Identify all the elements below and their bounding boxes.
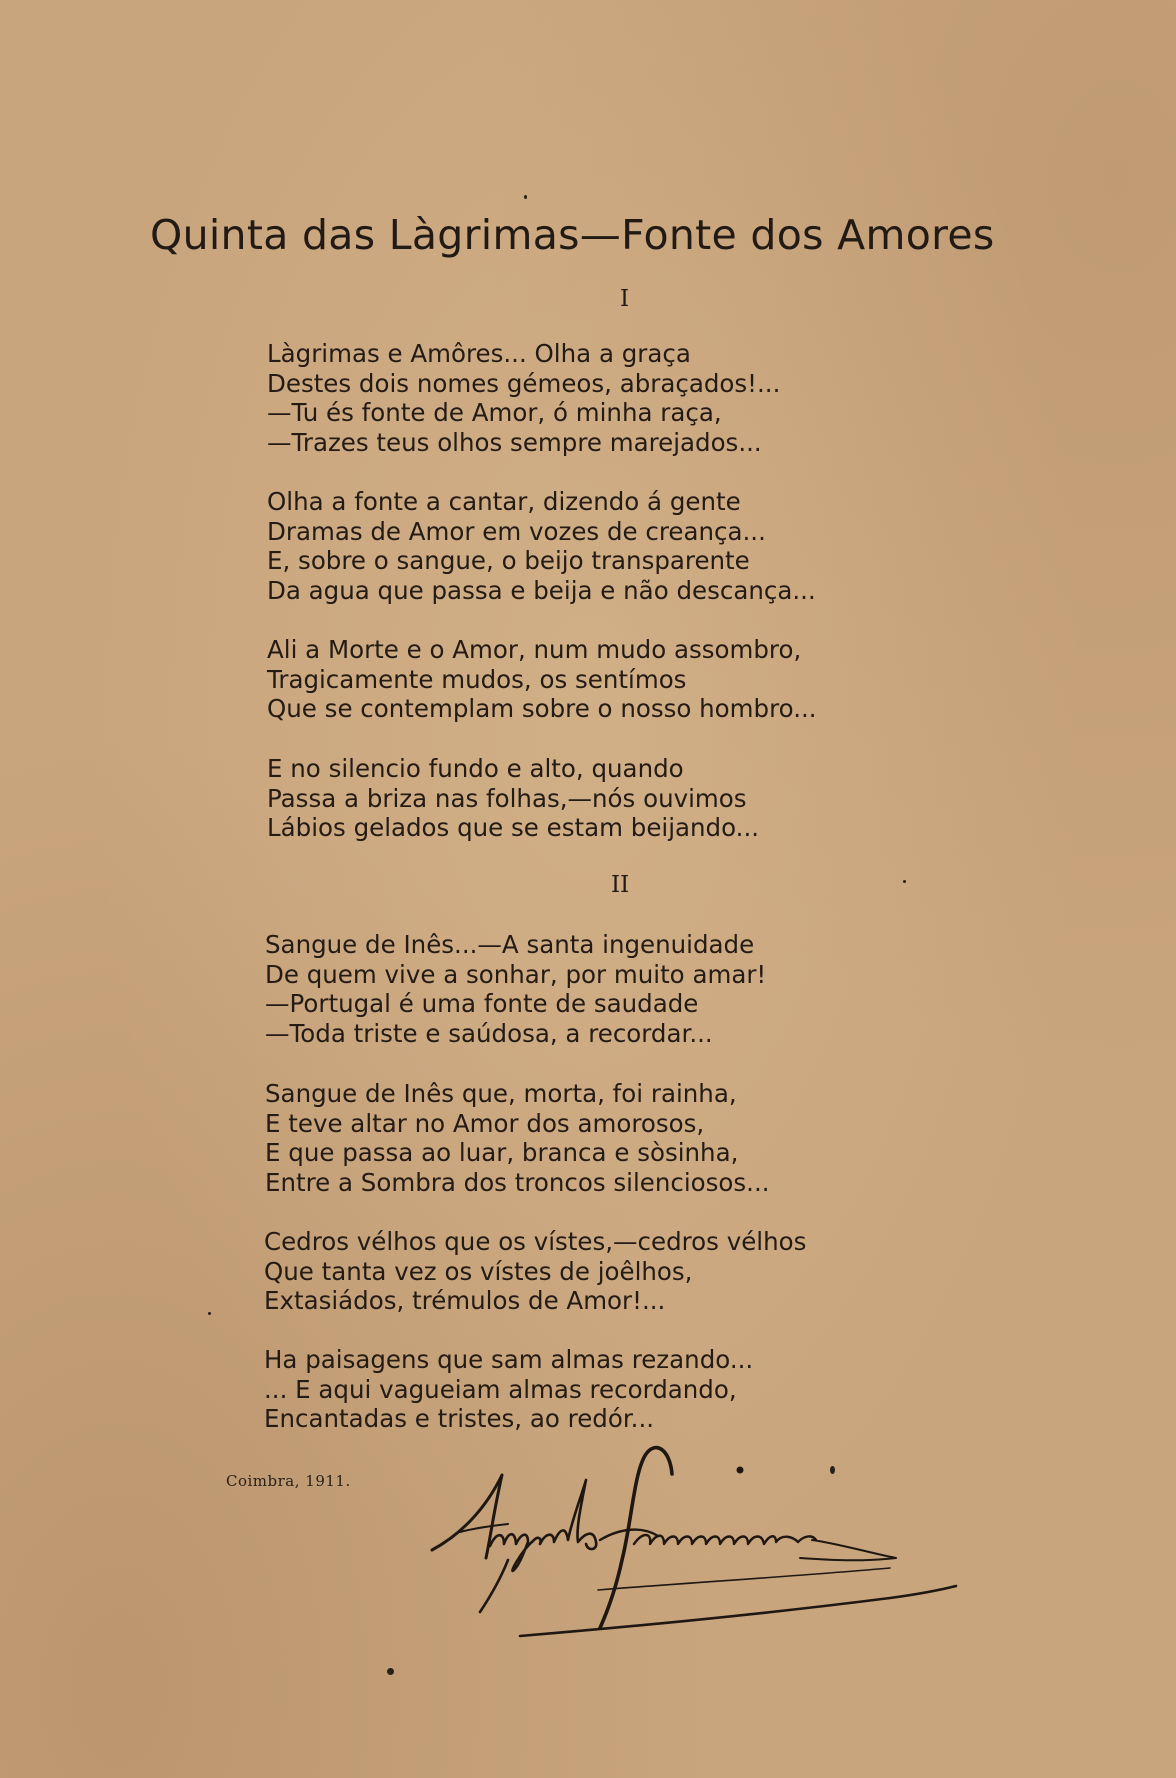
verse-line: Olha a fonte a cantar, dizendo á gente (267, 487, 741, 516)
paper-speck (208, 1312, 211, 1315)
verse-line: Que tanta vez os vístes de joêlhos, (264, 1256, 693, 1286)
paper-speck (524, 195, 527, 199)
verse-line: Làgrimas e Amôres... Olha a graça (267, 339, 691, 368)
stanza (265, 1079, 770, 1197)
verse-line: Encantadas e tristes, ao redór... (264, 1404, 655, 1433)
handwritten-signature (420, 1440, 1010, 1640)
verse-line: ... E aqui vagueiam almas recordando, (264, 1374, 737, 1404)
verse-line: —Toda triste e saúdosa, a recordar... (265, 1018, 713, 1048)
verse-line: Passa a briza nas folhas,—nós ouvimos (267, 783, 747, 813)
verse-line: Ali a Morte e o Amor, num mudo assombro, (267, 635, 802, 664)
verse-line: E, sobre o sangue, o beijo transparente (267, 546, 750, 575)
verse-line: —Tu és fonte de Amor, ó minha raça, (267, 398, 722, 427)
verse-line: Tragicamente mudos, os sentímos (267, 664, 687, 694)
verse-line: Entre a Sombra dos troncos silenciosos... (265, 1167, 770, 1197)
verse-line: Ha paisagens que sam almas rezando... (264, 1345, 754, 1374)
verse-line: Sangue de Inês...—A santa ingenuidade (265, 930, 755, 959)
verse-line: E no silencio fundo e alto, quando (267, 754, 684, 783)
stanza (267, 339, 780, 457)
verse-line: —Trazes teus olhos sempre marejados... (267, 427, 762, 457)
verse-line: E teve altar no Amor dos amorosos, (265, 1108, 705, 1138)
page-title: Quinta das Làgrimas—Fonte dos Amores (150, 211, 995, 259)
verse-line: Sangue de Inês que, morta, foi rainha, (265, 1079, 737, 1108)
verse-line: Lábios gelados que se estam beijando... (267, 813, 760, 842)
stanza (264, 1227, 806, 1316)
verse-line: Da agua que passa e beija e não descança... (267, 575, 816, 605)
section-numeral: I (620, 286, 630, 312)
paper-speck (387, 1668, 394, 1675)
verse-line: Cedros vélhos que os vístes,—cedros vélhos (264, 1227, 807, 1256)
stanza (264, 1345, 753, 1434)
verse-line: E que passa ao luar, branca e sòsinha, (265, 1138, 739, 1167)
verse-line: Que se contemplam sobre o nosso hombro... (267, 694, 817, 723)
verse-line: Extasiádos, trémulos de Amor!... (264, 1286, 666, 1315)
section-numeral: II (611, 872, 630, 898)
stanza (267, 754, 759, 843)
verse-line: —Portugal é uma fonte de saudade (265, 989, 699, 1018)
stanza (267, 487, 816, 605)
verse-line: De quem vive a sonhar, por muito amar! (265, 959, 767, 989)
verse-line: Dramas de Amor em vozes de creança... (267, 516, 766, 546)
verse-line: Destes dois nomes gémeos, abraçados!... (267, 368, 781, 398)
stanza (267, 635, 817, 724)
place-date: Coimbra, 1911. (226, 1472, 351, 1490)
stanza (265, 930, 766, 1048)
paper-speck (903, 880, 906, 883)
